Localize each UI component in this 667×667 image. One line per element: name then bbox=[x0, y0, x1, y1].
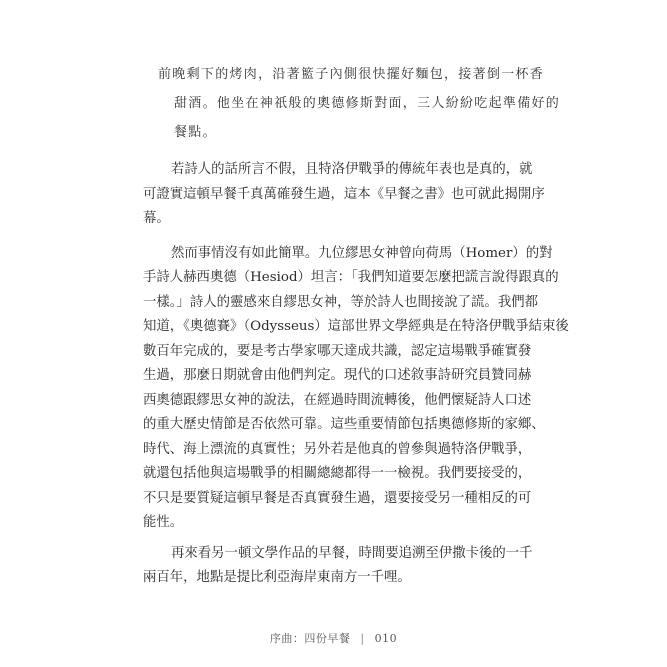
quote-line: 甜酒。他坐在神祇般的奧德修斯對面，三人紛紛吃起準備好的 bbox=[174, 96, 561, 111]
text-line: 若詩人的話所言不假，且特洛伊戰爭的傳統年表也是真的，就 bbox=[171, 162, 533, 177]
text-line: 手詩人赫西奧德（Hesiod）坦言：「我們知道要怎麼把謊言說得跟真的 bbox=[143, 270, 559, 285]
text-line: 就還包括他與這場戰爭的相關總總都得一一檢視。我們要接受的， bbox=[143, 466, 532, 481]
text-line: 生過，那麼日期就會由他們判定。現代的口述敘事詩研究員贊同赫 bbox=[143, 368, 532, 383]
text-line: 一樣。」詩人的靈感來自繆思女神，等於詩人也間接說了謊。我們都 bbox=[143, 294, 539, 310]
running-title: 序曲：四份早餐 bbox=[269, 632, 351, 645]
quote-line: 餐點。 bbox=[174, 125, 217, 140]
text-line: 西奧德跟繆思女神的說法，在經過時間流轉後，他們懷疑詩人口述 bbox=[143, 392, 532, 408]
text-line: 兩百年，地點是提比利亞海岸東南方一千哩。 bbox=[143, 570, 411, 585]
paragraph bbox=[143, 158, 545, 232]
body-text bbox=[143, 158, 569, 595]
paragraph bbox=[143, 542, 531, 591]
text-line: 然而事情沒有如此簡單。九位繆思女神曾向荷馬（Homer）的對 bbox=[171, 245, 553, 261]
text-line: 能性。 bbox=[143, 515, 184, 530]
quote-line: 前晚剩下的烤肉，沿著籃子內側很快擺好麵包，接著倒一杯香 bbox=[158, 67, 545, 82]
page-footer bbox=[0, 630, 667, 646]
text-line: 不只是要質疑這頓早餐是否真實發生過，還要接受另一種相反的可 bbox=[143, 490, 532, 506]
paragraph bbox=[143, 242, 569, 536]
text-line: 時代、海上漂流的真實性；另外若是他真的曾參與過特洛伊戰爭， bbox=[143, 441, 532, 457]
text-line: 數百年完成的，要是考古學家哪天達成共識，認定這場戰爭確實發 bbox=[143, 343, 532, 359]
text-line: 知道，《奧德賽》（Odysseus）這部世界文學經典是在特洛伊戰爭結束後 bbox=[143, 319, 569, 334]
block-quote bbox=[158, 60, 561, 147]
text-line: 幕。 bbox=[143, 211, 170, 226]
text-line: 再來看另一頓文學作品的早餐，時間要追溯至伊撒卡後的一千 bbox=[171, 545, 533, 561]
page-number: 010 bbox=[374, 632, 398, 645]
footer-separator: | bbox=[360, 632, 365, 645]
text-line: 的重大歷史情節是否依然可靠。這些重要情節包括奧德修斯的家鄉、 bbox=[143, 417, 545, 432]
text-line: 可證實這頓早餐千真萬確發生過，這本《早餐之書》也可就此揭開序 bbox=[143, 186, 545, 202]
